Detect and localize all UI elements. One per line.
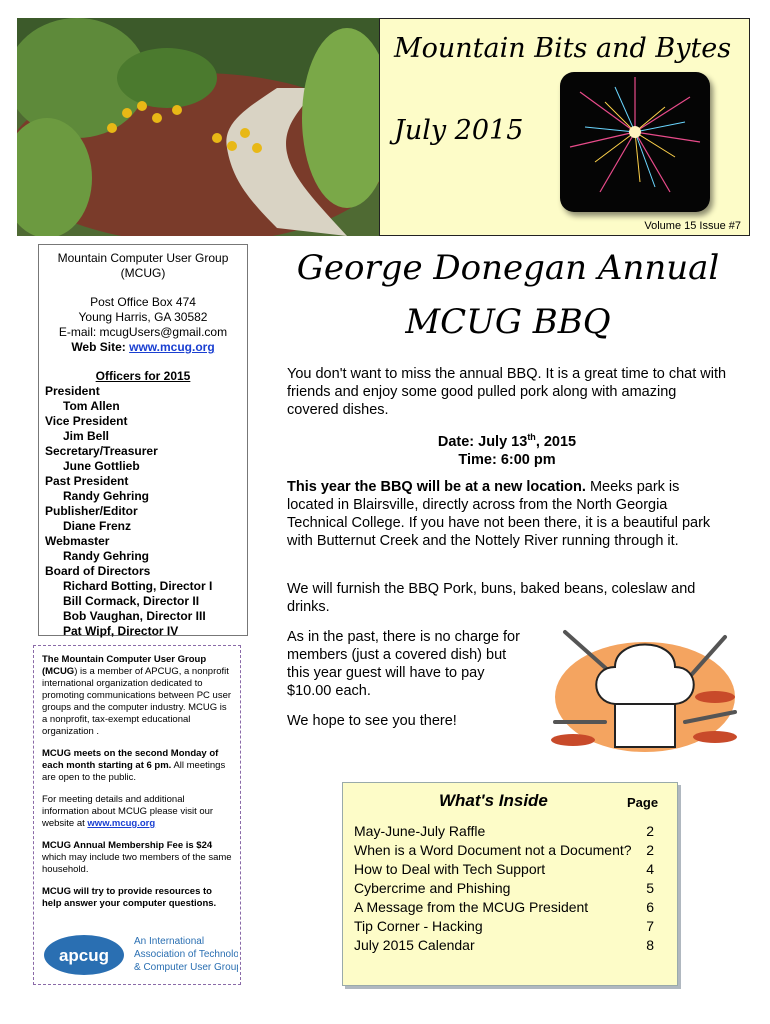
officer-name: Jim Bell: [63, 429, 110, 443]
volume-issue: Volume 15 Issue #7: [644, 220, 741, 232]
sidebar-info-box: [38, 244, 248, 636]
officer-name: Randy Gehring: [63, 489, 150, 503]
whats-inside-title: What's Inside: [439, 791, 548, 810]
contents-item-page: 2: [646, 842, 654, 858]
officer-name: Diane Frenz: [63, 519, 132, 533]
chef-hat-bbq-image: [535, 612, 745, 762]
contents-item-label: July 2015 Calendar: [354, 937, 475, 953]
newsletter-title: Mountain Bits and Bytes: [394, 33, 732, 64]
details-paragraph: For meeting details and additional information about MCUG please visit our website at www.mcug.org: [42, 794, 214, 829]
contents-item-page: 5: [646, 880, 654, 896]
contents-item[interactable]: [354, 937, 654, 953]
article-location: This year the BBQ will be at a new location. Meeks park is located in Blairsville, directly across from the North Georgia Technical College. If you have not been there, it is a beautiful park with Butternut Creek and the Nottely River running through it.: [287, 479, 711, 549]
about-paragraph: The Mountain Computer User Group (MCUG) is a member of APCUG, a nonprofit international organization dedicated to promoting communications between PC user groups and the computer industry. MCUG is a nonprofit, tax-exempt educational organization .: [42, 654, 232, 737]
contents-item[interactable]: [354, 918, 654, 934]
officer-role: Vice President: [45, 414, 128, 428]
officer-role: Board of Directors: [45, 564, 151, 578]
website-link[interactable]: www.mcug.org: [129, 340, 215, 354]
whats-inside-box: [342, 782, 678, 986]
fireworks-image: [560, 72, 710, 212]
contents-item[interactable]: [354, 899, 654, 915]
article-headline-line-2: MCUG BBQ: [405, 302, 611, 342]
website-line: [39, 340, 247, 355]
officer-role: Webmaster: [45, 534, 110, 548]
article-intro: You don't want to miss the annual BBQ. It is a great time to chat with friends and enjoy some good pulled pork along with amazing covered dishes.: [287, 366, 727, 418]
officer-name: Bob Vaughan, Director III: [63, 609, 206, 623]
website-label: Web Site:: [71, 340, 126, 354]
details-website-link[interactable]: www.mcug.org: [87, 818, 156, 829]
officer-name: Tom Allen: [63, 399, 120, 413]
meetings-paragraph: MCUG meets on the second Monday of each month starting at 6 pm. All meetings are open to the public.: [42, 748, 226, 783]
masthead: [379, 18, 750, 236]
apcug-logo-word: apcug: [58, 946, 110, 965]
address-line-2: Young Harris, GA 30582: [78, 310, 208, 324]
officer-role: Past President: [45, 474, 129, 488]
article-cost: As in the past, there is no charge for members (just a covered dish) but this year guest will have to pay $10.00 each.: [287, 629, 520, 699]
contents-item-label: May-June-July Raffle: [354, 823, 486, 839]
event-date: Date: July 13th, 2015: [437, 432, 577, 450]
article-headline-line-1: George Donegan Annual: [296, 248, 720, 288]
contents-item[interactable]: [354, 880, 654, 896]
officers-heading: Officers for 2015: [95, 369, 191, 383]
contents-item-page: 4: [646, 861, 654, 877]
fee-paragraph: MCUG Annual Membership Fee is $24 which may include two members of the same household.: [42, 840, 232, 875]
officer-name: Richard Botting, Director I: [63, 579, 213, 593]
apcug-logo: [42, 932, 238, 978]
officer-name: Pat Wipf, Director IV: [63, 624, 179, 638]
contents-item-label: Cybercrime and Phishing: [354, 880, 511, 896]
resources-paragraph: MCUG will try to provide resources to help answer your computer questions.: [42, 886, 217, 909]
officer-name: Randy Gehring: [63, 549, 150, 563]
officer-name: Bill Cormack, Director II: [63, 594, 200, 608]
article-food: We will furnish the BBQ Pork, buns, baked beans, coleslaw and drinks.: [287, 581, 696, 615]
issue-date: July 2015: [394, 115, 524, 146]
contents-item[interactable]: [354, 861, 654, 877]
page-column-header: Page: [627, 795, 659, 810]
officer-name: June Gottlieb: [63, 459, 140, 473]
svg-text:& Computer User Groups: & Computer User Groups: [134, 962, 238, 973]
contents-item-page: 7: [646, 918, 654, 934]
email: E-mail: mcugUsers@gmail.com: [58, 325, 228, 339]
contents-item-label: Tip Corner - Hacking: [354, 918, 483, 934]
org-abbrev: (MCUG): [120, 266, 166, 280]
contents-item-label: When is a Word Document not a Document?: [354, 842, 632, 858]
event-date-time: [287, 428, 727, 469]
header-garden-photo: [17, 18, 379, 236]
contents-item-page: 8: [646, 937, 654, 953]
svg-text:An International: An International: [134, 936, 205, 947]
contents-item-page: 2: [646, 823, 654, 839]
address-line-1: Post Office Box 474: [90, 295, 196, 309]
officer-role: Publisher/Editor: [45, 504, 138, 518]
event-time: Time: 6:00 pm: [458, 451, 556, 468]
article-closing: We hope to see you there!: [287, 713, 457, 729]
contents-item[interactable]: [354, 823, 654, 839]
officers-list: [39, 384, 247, 639]
contents-item-page: 6: [646, 899, 654, 915]
org-name: Mountain Computer User Group: [57, 251, 229, 265]
contents-item-label: A Message from the MCUG President: [354, 899, 589, 915]
svg-text:Association of Technology: Association of Technology: [134, 949, 238, 960]
officer-role: Secretary/Treasurer: [45, 444, 158, 458]
contents-item-label: How to Deal with Tech Support: [354, 861, 546, 877]
about-mcug-box: [33, 645, 241, 985]
contents-item[interactable]: [354, 842, 654, 858]
officer-role: President: [45, 384, 100, 398]
